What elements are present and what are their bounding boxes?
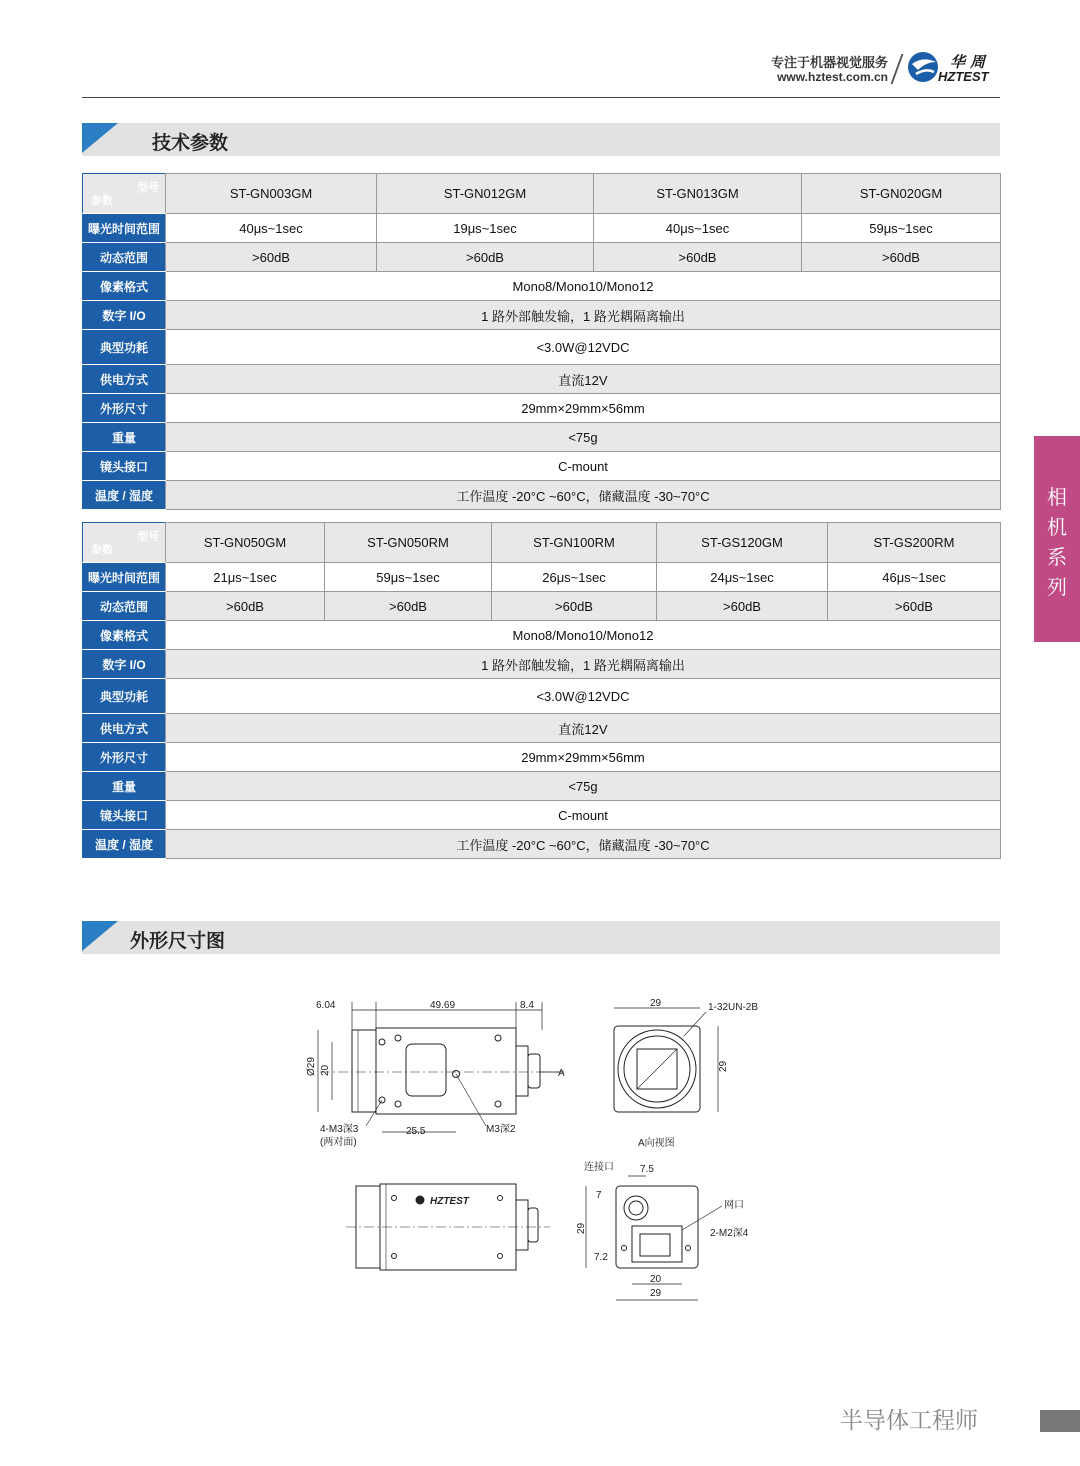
side-tab-char: 列 — [1047, 575, 1067, 599]
spec-table-1 — [82, 173, 1001, 510]
section-title-dims: 外形尺寸图 — [130, 930, 226, 952]
dim-label: 7 — [596, 1190, 602, 1201]
table-cell: >60dB — [325, 592, 492, 621]
header-url: www.hztest.com.cn — [777, 70, 888, 84]
dim-label: 29 — [576, 1222, 587, 1234]
row-label: 典型功耗 — [83, 679, 166, 714]
side-tab-char: 机 — [1047, 515, 1067, 539]
model-header: ST-GS120GM — [657, 523, 828, 563]
connector-label: 连接口 — [584, 1162, 614, 1173]
table-cell: 直流12V — [166, 365, 1001, 394]
header-rule — [82, 97, 1000, 98]
row-label: 曝光时间范围 — [83, 563, 166, 592]
logo-icon — [906, 50, 940, 84]
row-label: 温度 / 湿度 — [83, 830, 166, 859]
row-label: 典型功耗 — [83, 330, 166, 365]
table-cell: 40μs~1sec — [166, 214, 377, 243]
row-label: 温度 / 湿度 — [83, 481, 166, 510]
back-view — [576, 1160, 749, 1300]
table-cell: Mono8/Mono10/Mono12 — [166, 621, 1001, 650]
table-cell: 29mm×29mm×56mm — [166, 394, 1001, 423]
model-header: ST-GN003GM — [166, 174, 377, 214]
dim-label: 7.2 — [594, 1252, 608, 1263]
body-logo: HZTEST — [430, 1196, 469, 1207]
row-label: 像素格式 — [83, 621, 166, 650]
table-cell: >60dB — [657, 592, 828, 621]
row-label: 像素格式 — [83, 272, 166, 301]
table-cell: 24μs~1sec — [657, 563, 828, 592]
dimension-drawing — [290, 990, 790, 1310]
section-marker-icon — [82, 921, 118, 951]
table-corner — [83, 174, 166, 214]
side-view — [306, 1000, 565, 1148]
table-cell: >60dB — [166, 592, 325, 621]
dim-label: 20 — [320, 1064, 331, 1076]
table-cell: >60dB — [166, 243, 377, 272]
dim-label: 20 — [650, 1274, 662, 1285]
row-label: 供电方式 — [83, 714, 166, 743]
table-cell: 59μs~1sec — [802, 214, 1001, 243]
row-label: 动态范围 — [83, 243, 166, 272]
table-corner — [83, 523, 166, 563]
table-cell: <75g — [166, 423, 1001, 452]
watermark: 半导体工程师 — [840, 1408, 978, 1434]
category-side-tab — [1034, 436, 1080, 642]
section-title-specs: 技术参数 — [152, 132, 229, 154]
hole-note: M3深2 — [486, 1124, 516, 1135]
table-cell: 直流12V — [166, 714, 1001, 743]
dim-label: 6.04 — [316, 1000, 336, 1011]
row-label: 重量 — [83, 423, 166, 452]
row-label: 数字 I/O — [83, 301, 166, 330]
model-header: ST-GN012GM — [377, 174, 594, 214]
hole-note-sub: (两对面) — [320, 1137, 357, 1148]
model-header: ST-GN100RM — [492, 523, 657, 563]
front-caption: A向视图 — [638, 1138, 675, 1149]
table-cell: 1 路外部触发输，1 路光耦隔离输出 — [166, 650, 1001, 679]
dim-label: 49.69 — [430, 1000, 456, 1011]
table-cell: Mono8/Mono10/Mono12 — [166, 272, 1001, 301]
table-cell: 40μs~1sec — [594, 214, 802, 243]
row-label: 外形尺寸 — [83, 743, 166, 772]
table-cell: >60dB — [377, 243, 594, 272]
table-cell: >60dB — [802, 243, 1001, 272]
side-tab-char: 系 — [1047, 545, 1067, 569]
row-label: 镜头接口 — [83, 801, 166, 830]
row-label: 供电方式 — [83, 365, 166, 394]
table-cell: 21μs~1sec — [166, 563, 325, 592]
table-cell: C-mount — [166, 452, 1001, 481]
model-header: ST-GN020GM — [802, 174, 1001, 214]
dim-label: 7.5 — [640, 1164, 654, 1175]
table-cell: 29mm×29mm×56mm — [166, 743, 1001, 772]
table-cell: >60dB — [828, 592, 1001, 621]
row-label: 镜头接口 — [83, 452, 166, 481]
table-cell: 46μs~1sec — [828, 563, 1001, 592]
table-cell: 59μs~1sec — [325, 563, 492, 592]
dim-label: 29 — [650, 1288, 662, 1299]
logo-cn: 华周 — [950, 53, 991, 71]
model-header: ST-GN050GM — [166, 523, 325, 563]
logo-en: HZTEST — [938, 69, 989, 84]
model-header: ST-GN050RM — [325, 523, 492, 563]
dim-label: 25.5 — [406, 1126, 426, 1137]
hole-note: 4-M3深3 — [320, 1124, 359, 1135]
row-label: 动态范围 — [83, 592, 166, 621]
table-cell: 1 路外部触发输，1 路光耦隔离输出 — [166, 301, 1001, 330]
screw-label: 2-M2深4 — [710, 1228, 749, 1239]
arrow-label: A — [558, 1068, 565, 1079]
side-tab-char: 相 — [1047, 485, 1067, 509]
corner-model-label: 型号 — [137, 182, 159, 194]
table-cell: >60dB — [492, 592, 657, 621]
table-cell: C-mount — [166, 801, 1001, 830]
table-cell: <3.0W@12VDC — [166, 330, 1001, 365]
dim-label: Ø29 — [306, 1057, 317, 1076]
page-number-bar — [1040, 1410, 1080, 1432]
table-cell: <75g — [166, 772, 1001, 801]
model-header: ST-GN013GM — [594, 174, 802, 214]
front-view — [614, 998, 758, 1149]
table-cell: 19μs~1sec — [377, 214, 594, 243]
model-header: ST-GS200RM — [828, 523, 1001, 563]
dim-label: 29 — [718, 1060, 729, 1072]
port-label: 网口 — [724, 1200, 744, 1211]
spec-table-2 — [82, 522, 1001, 859]
row-label: 曝光时间范围 — [83, 214, 166, 243]
row-label: 数字 I/O — [83, 650, 166, 679]
table-cell: 26μs~1sec — [492, 563, 657, 592]
row-label: 外形尺寸 — [83, 394, 166, 423]
table-cell: 工作温度 -20°C ~60°C，储藏温度 -30~70°C — [166, 481, 1001, 510]
table-cell: <3.0W@12VDC — [166, 679, 1001, 714]
corner-param-label: 参数 — [91, 195, 113, 207]
dim-label: 8.4 — [520, 1000, 534, 1011]
row-label: 重量 — [83, 772, 166, 801]
corner-param-label: 参数 — [91, 544, 113, 556]
table-cell: >60dB — [594, 243, 802, 272]
section-marker-icon — [82, 123, 118, 153]
thread-label: 1-32UN-2B — [708, 1002, 759, 1013]
header-slogan: 专注于机器视觉服务 — [770, 56, 888, 71]
dim-label: 29 — [650, 998, 662, 1009]
corner-model-label: 型号 — [137, 531, 159, 543]
logo-divider — [891, 54, 904, 84]
top-view — [346, 1184, 550, 1270]
table-cell: 工作温度 -20°C ~60°C，储藏温度 -30~70°C — [166, 830, 1001, 859]
